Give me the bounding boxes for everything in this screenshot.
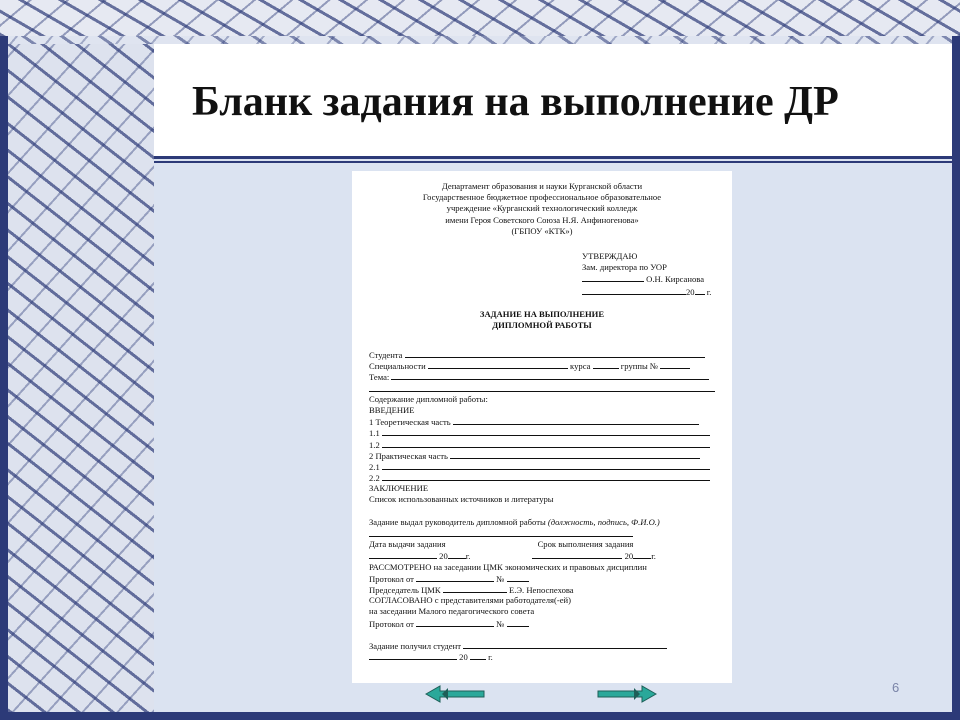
arrow-left-icon[interactable] (424, 684, 486, 704)
specialty-line: Специальности курса группы № (369, 360, 715, 371)
approve-signature (582, 273, 711, 285)
council-line: на заседании Малого педагогического совета (369, 606, 535, 617)
item-2-1-line: 2.1 (369, 461, 715, 472)
assignment-form-document (352, 171, 732, 683)
protocol-line: Протокол от № (369, 573, 715, 584)
right-border (952, 36, 960, 720)
form-fields (369, 349, 715, 662)
page-number: 6 (892, 680, 900, 695)
org-header-line: (ГБПОУ «КТК») (511, 225, 573, 236)
bottom-border (0, 712, 960, 720)
practice-line: 2 Практическая часть (369, 450, 715, 461)
student-line: Студента (369, 349, 715, 360)
approve-year-suffix: г. (706, 286, 712, 297)
org-header (352, 181, 732, 237)
item-2-2-line: 2.2 (369, 472, 715, 483)
arrow-right-icon[interactable] (596, 684, 658, 704)
issued-by-underline (369, 528, 715, 539)
approve-year: 20 (686, 286, 695, 297)
item-1-1-line: 1.1 (369, 427, 715, 438)
left-border (0, 36, 8, 720)
slide-title: Бланк задания на выполнение ДР (192, 79, 839, 125)
received-date-line: 20 г. (369, 651, 715, 662)
title-divider (154, 156, 952, 159)
org-header-line: учреждение «Курганский технологический колледж (446, 203, 638, 214)
reviewed-line: РАССМОТРЕНО на заседании ЦМК экономических и правовых дисциплин (369, 561, 647, 572)
topic-line-2 (369, 383, 715, 394)
content-line: Содержание дипломной работы: (369, 393, 488, 404)
approve-position: Зам. директора по УОР (582, 262, 667, 273)
title-divider-thin (154, 161, 952, 163)
issued-by-line: Задание выдал руководитель дипломной работы (должность, подпись, Ф.И.О.) (369, 516, 660, 527)
intro-line: ВВЕДЕНИЕ (369, 404, 415, 415)
approval-block (582, 251, 711, 298)
item-1-2-line: 1.2 (369, 439, 715, 450)
top-pattern-strip (0, 0, 960, 36)
received-line: Задание получил студент (369, 640, 715, 651)
approve-heading: УТВЕРЖДАЮ (582, 251, 638, 261)
spacer-line (369, 506, 715, 517)
document-title-line1: ЗАДАНИЕ НА ВЫПОЛНЕНИЕ (479, 309, 605, 319)
org-header-line: Департамент образования и науки Курганской области (441, 181, 643, 191)
protocol-line-2: Протокол от № (369, 618, 715, 629)
document-title (352, 309, 732, 331)
side-pattern-panel (8, 44, 154, 712)
approve-name: О.Н. Кирсанова (646, 274, 705, 285)
org-header-line: Государственное бюджетное профессиональное образовательное (422, 192, 662, 203)
topic-line: Тема: (369, 371, 715, 382)
sources-line: Список использованных источников и литературы (369, 494, 554, 505)
agreed-line: СОГЛАСОВАНО с представителями работодателя(-ей) (369, 595, 571, 606)
theory-line: 1 Теоретическая часть (369, 416, 715, 427)
dates-line: Дата выдачи задания Срок выполнения задания (369, 539, 634, 550)
spacer-line-2 (369, 629, 715, 640)
document-title-line2: ДИПЛОМНОЙ РАБОТЫ (492, 320, 592, 331)
org-header-line: имени Героя Советского Союза Н.Я. Анфиногенова» (445, 214, 639, 225)
conclusion-line: ЗАКЛЮЧЕНИЕ (369, 483, 429, 494)
chair-line: Председатель ЦМК Е.Э. Непоспехова (369, 584, 574, 595)
dates-values-line: 20 г. 20 г. (369, 550, 715, 561)
approve-date (582, 286, 711, 298)
